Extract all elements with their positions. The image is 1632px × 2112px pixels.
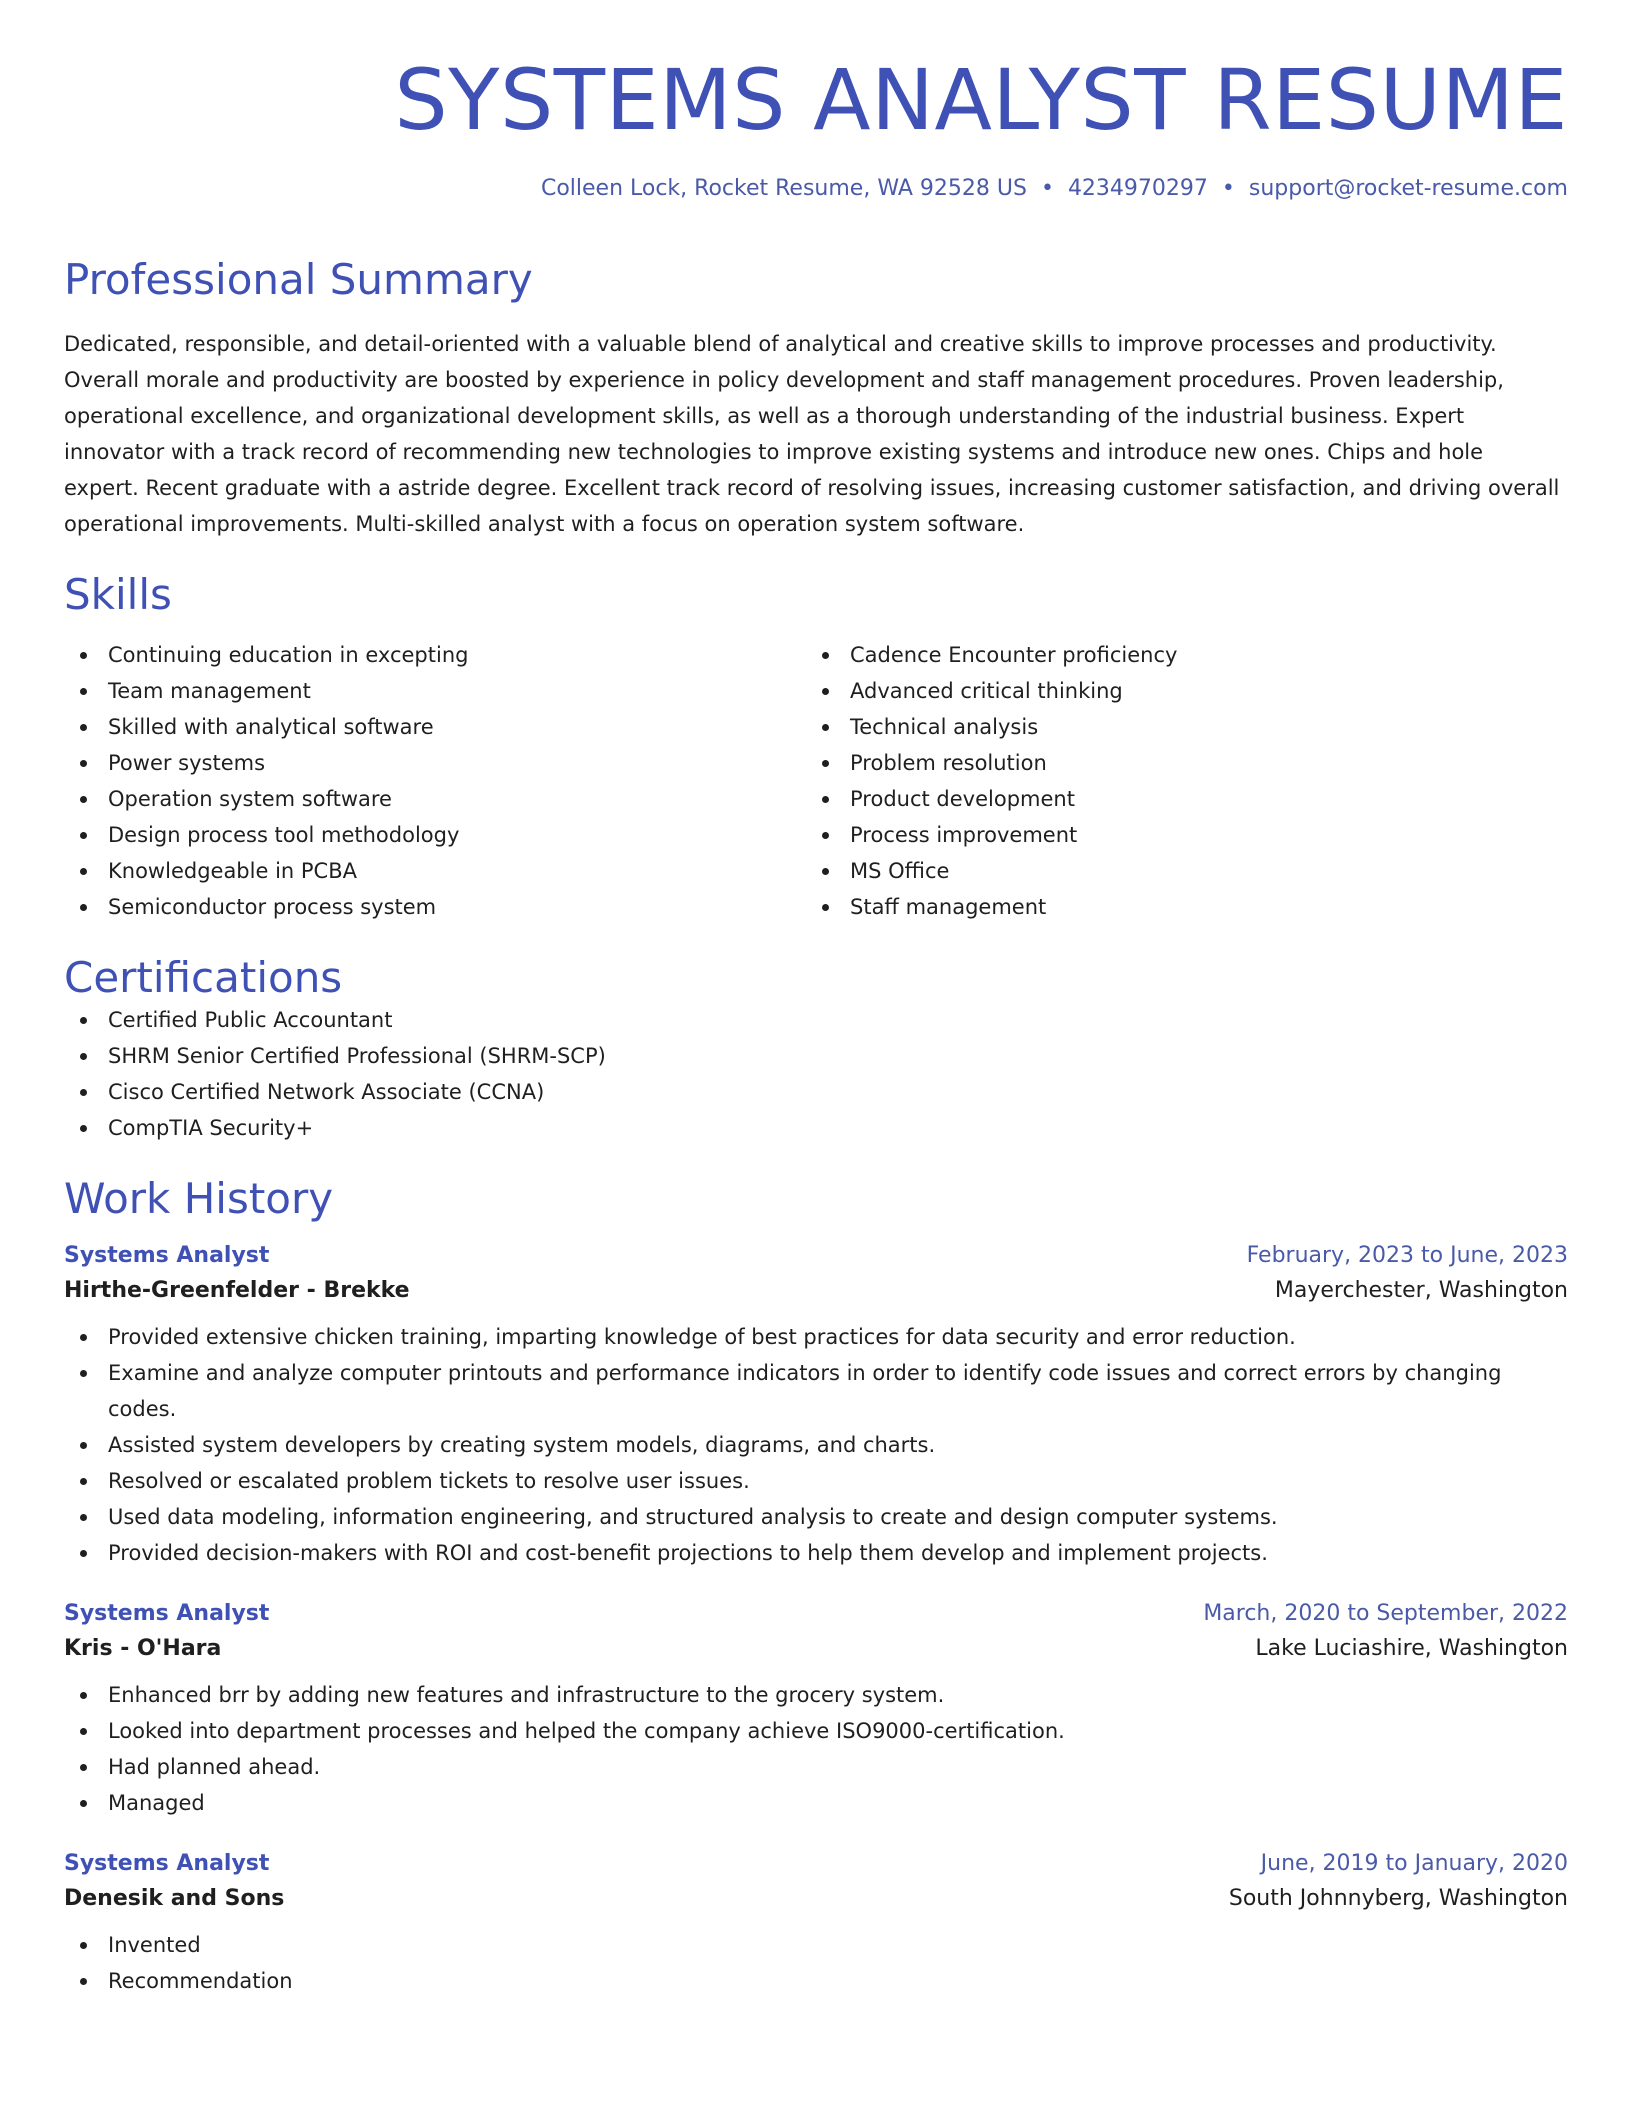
job-company: Kris - O'Hara [64,1636,222,1661]
skill-item: Semiconductor process system [64,889,806,925]
contact-line [64,176,1568,201]
job-dates: February, 2023 to June, 2023 [1246,1243,1568,1268]
job-location: South Johnnyberg, Washington [1228,1886,1568,1911]
job-bullet: Provided extensive chicken training, imparting knowledge of best practices for data security and error reduction. [64,1319,1568,1355]
job-bullet: Assisted system developers by creating system models, diagrams, and charts. [64,1427,1568,1463]
skill-item: Skilled with analytical software [64,709,806,745]
job-entry [64,1851,1568,1999]
skill-item: Power systems [64,745,806,781]
contact-separator: • [1040,176,1054,201]
job-entry [64,1601,1568,1821]
contact-separator: • [1221,176,1235,201]
job-dates: March, 2020 to September, 2022 [1203,1601,1568,1626]
skill-item: Product development [806,781,1548,817]
job-bullet: Resolved or escalated problem tickets to resolve user issues. [64,1463,1568,1499]
job-bullet: Looked into department processes and helped the company achieve ISO9000-certification. [64,1713,1568,1749]
job-bullet: Invented [64,1927,1568,1963]
job-bullets [64,1319,1568,1571]
skills-column-left [64,637,806,925]
job-company: Denesik and Sons [64,1886,285,1911]
skill-item: Cadence Encounter proficiency [806,637,1548,673]
job-location: Mayerchester, Washington [1274,1278,1568,1303]
skills-heading: Skills [64,570,172,619]
skill-item: Staff management [806,889,1548,925]
certification-item: Certified Public Accountant [64,1002,1568,1038]
summary-text: Dedicated, responsible, and detail-oriented with a valuable blend of analytical and creative skills to improve processes and productivity. Overall morale and productivity are boosted by experience in policy development and staff management procedures. Proven leadership, operational excellence, and organizational development skills, as well as a thorough understanding of the industrial business. Expert innovator with a track record of recommending new technologies to improve existing systems and introduce new ones. Chips and hole expert. Recent graduate with a astride degree. Excellent track record of resolving issues, increasing customer satisfaction, and driving overall operational improvements. Multi-skilled analyst with a focus on operation system software. [64,332,1560,536]
job-bullet: Examine and analyze computer printouts and performance indicators in order to identify code issues and correct errors by changing codes. [64,1355,1568,1427]
contact-email[interactable]: support@rocket-resume.com [1248,176,1568,201]
certifications-list [64,1002,1568,1146]
skill-item: Problem resolution [806,745,1548,781]
work-history-heading: Work History [64,1174,334,1223]
skill-item: MS Office [806,853,1548,889]
job-bullet: Managed [64,1785,1568,1821]
job-role: Systems Analyst [64,1601,270,1626]
skill-item: Team management [64,673,806,709]
skill-item: Knowledgeable in PCBA [64,853,806,889]
skill-item: Process improvement [806,817,1548,853]
job-location: Lake Luciashire, Washington [1255,1636,1568,1661]
skills-column-right [806,637,1548,925]
certifications-heading: Certifications [64,953,343,1002]
job-bullets [64,1927,1568,1999]
job-bullet: Provided decision-makers with ROI and cost-benefit projections to help them develop and implement projects. [64,1535,1568,1571]
skill-item: Continuing education in excepting [64,637,806,673]
job-bullets [64,1677,1568,1821]
job-bullet: Recommendation [64,1963,1568,1999]
job-role: Systems Analyst [64,1851,270,1876]
contact-phone[interactable]: 4234970297 [1067,176,1208,201]
certification-item: Cisco Certified Network Associate (CCNA) [64,1074,1568,1110]
job-role: Systems Analyst [64,1243,270,1268]
job-bullet: Enhanced brr by adding new features and infrastructure to the grocery system. [64,1677,1568,1713]
certification-item: SHRM Senior Certified Professional (SHRM-SCP) [64,1038,1568,1074]
job-bullet: Had planned ahead. [64,1749,1568,1785]
skill-item: Technical analysis [806,709,1548,745]
job-company: Hirthe-Greenfelder - Brekke [64,1278,410,1303]
contact-address: Colleen Lock, Rocket Resume, WA 92528 US [540,176,1027,201]
skill-item: Advanced critical thinking [806,673,1548,709]
summary-heading: Professional Summary [64,255,533,304]
skills-list [64,637,1568,925]
job-bullet: Used data modeling, information engineering, and structured analysis to create and design computer systems. [64,1499,1568,1535]
job-entry [64,1243,1568,1571]
resume-page [64,0,1568,1999]
job-dates: June, 2019 to January, 2020 [1260,1851,1568,1876]
skill-item: Operation system software [64,781,806,817]
certification-item: CompTIA Security+ [64,1110,1568,1146]
skill-item: Design process tool methodology [64,817,806,853]
resume-title: SYSTEMS ANALYST RESUME [394,51,1568,149]
